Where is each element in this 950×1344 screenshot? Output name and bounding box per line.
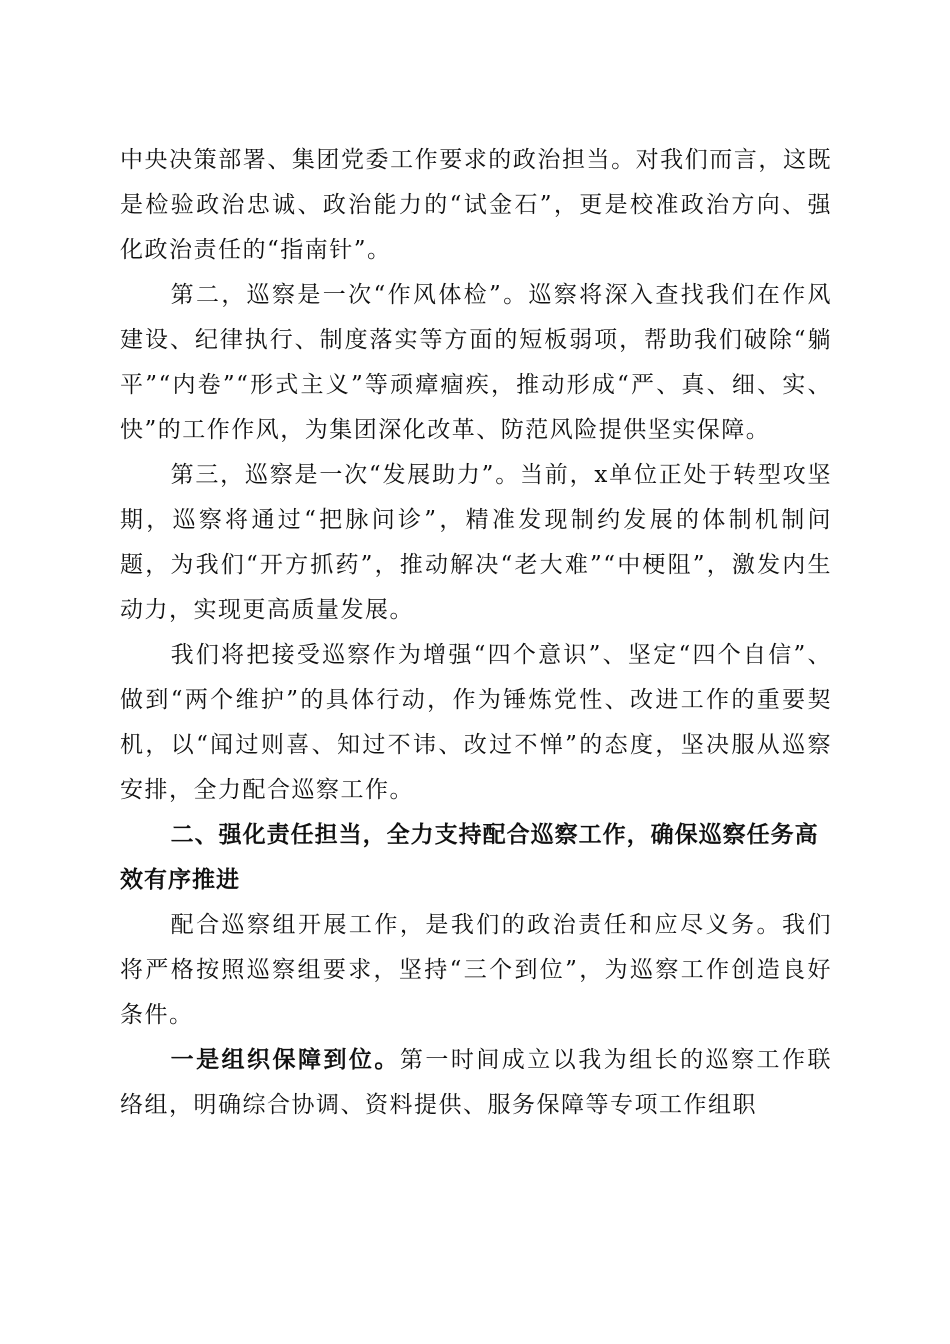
paragraph-lead: 一是组织保障到位。 [170, 1047, 400, 1073]
document-body [120, 138, 832, 1128]
paragraph-responsibility [120, 903, 832, 1038]
paragraph-continued [120, 138, 832, 273]
paragraph-organization [120, 1038, 832, 1128]
paragraph-commitment [120, 633, 832, 813]
paragraph-second-point [120, 273, 832, 453]
paragraph-third-point [120, 453, 832, 633]
paragraph-text: 我们将把接受巡察作为增强“四个意识”、坚定“四个自信”、做到“两个维护”的具体行动，作为锤炼党性、改进工作的重要契机，以“闻过则喜、知过不讳、改过不惮”的态度，坚决服从巡察安排，全力配合巡察工作。 [120, 642, 832, 803]
paragraph-text: 第三，巡察是一次“发展助力”。当前，x单位正处于转型攻坚期，巡察将通过“把脉问诊”，精准发现制约发展的体制机制问题，为我们“开方抓药”，推动解决“老大难”“中梗阻”，激发内生动力，实现更高质量发展。 [120, 462, 832, 623]
section-heading: 二、强化责任担当，全力支持配合巡察工作，确保巡察任务高效有序推进 [120, 822, 819, 893]
paragraph-text: 中央决策部署、集团党委工作要求的政治担当。对我们而言，这既是检验政治忠诚、政治能力的“试金石”，更是校准政治方向、强化政治责任的“指南针”。 [120, 147, 832, 263]
paragraph-text: 第一时间成立以我为组长的巡察工作联络组，明确综合协调、资料提供、服务保障等专项工作组职 [120, 1047, 833, 1118]
paragraph-text: 配合巡察组开展工作，是我们的政治责任和应尽义务。我们将严格按照巡察组要求，坚持“三个到位”，为巡察工作创造良好条件。 [120, 912, 832, 1028]
paragraph-text: 第二，巡察是一次“作风体检”。巡察将深入查找我们在作风建设、纪律执行、制度落实等方面的短板弱项，帮助我们破除“躺平”“内卷”“形式主义”等顽瘴痼疾，推动形成“严、真、细、实、快”的工作作风，为集团深化改革、防范风险提供坚实保障。 [120, 282, 832, 443]
